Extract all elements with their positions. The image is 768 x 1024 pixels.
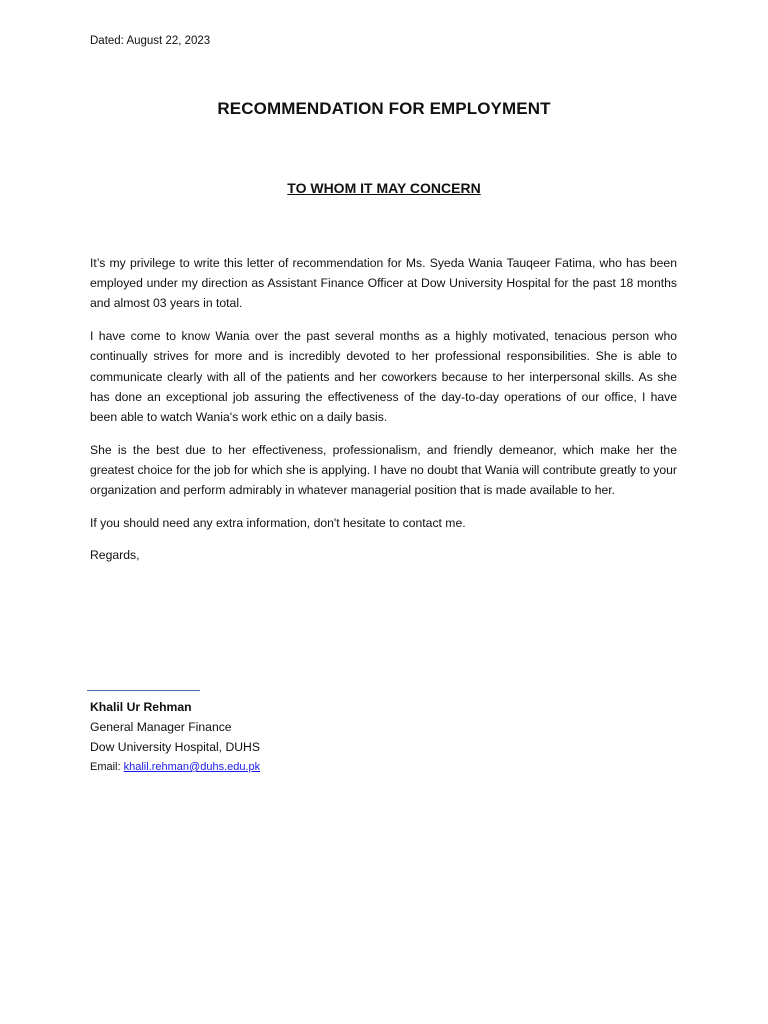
letter-title: RECOMMENDATION FOR EMPLOYMENT bbox=[217, 99, 551, 118]
paragraph-intro: It’s my privilege to write this letter of recommendation for Ms. Syeda Wania Tauqeer Fatima, who has been employed under my direction as Assistant Finance Officer at Dow University Hospital for the past 18 months and almost 03 years in total. bbox=[90, 256, 677, 311]
paragraph-closing: Regards, bbox=[90, 548, 140, 563]
signatory-position: General Manager Finance bbox=[90, 720, 232, 734]
signature-block bbox=[90, 697, 260, 777]
letter-date: Dated: August 22, 2023 bbox=[90, 35, 211, 47]
paragraph-contact: If you should need any extra information, don't hesitate to contact me. bbox=[90, 515, 466, 530]
email-label: Email: bbox=[90, 761, 121, 773]
email-row bbox=[90, 757, 260, 777]
paragraph-recommendation: She is the best due to her effectiveness, professionalism, and friendly demeanor, which make her the greatest choice for the job for which she is applying. I have no doubt that Wania will contribute greatly to your organization and perform admirably in whatever managerial position that is made available to her. bbox=[90, 442, 677, 498]
letter-salutation: TO WHOM IT MAY CONCERN bbox=[287, 180, 481, 196]
signatory-organization: Dow University Hospital, DUHS bbox=[90, 740, 260, 754]
letter-body bbox=[90, 253, 677, 578]
signatory-name: Khalil Ur Rehman bbox=[90, 700, 192, 714]
signature-line bbox=[87, 690, 200, 691]
paragraph-qualities: I have come to know Wania over the past several months as a highly motivated, tenacious person who continually strives for more and is incredibly devoted to her professional responsibilities. She is able to communicate clearly with all of the patients and her coworkers because to her interpersonal skills. As she has done an exceptional job assuring the effectiveness of the day-to-day operations of our office, I have been able to watch Wania's work ethic on a daily basis. bbox=[90, 329, 677, 424]
email-link[interactable]: khalil.rehman@duhs.edu.pk bbox=[123, 761, 261, 773]
